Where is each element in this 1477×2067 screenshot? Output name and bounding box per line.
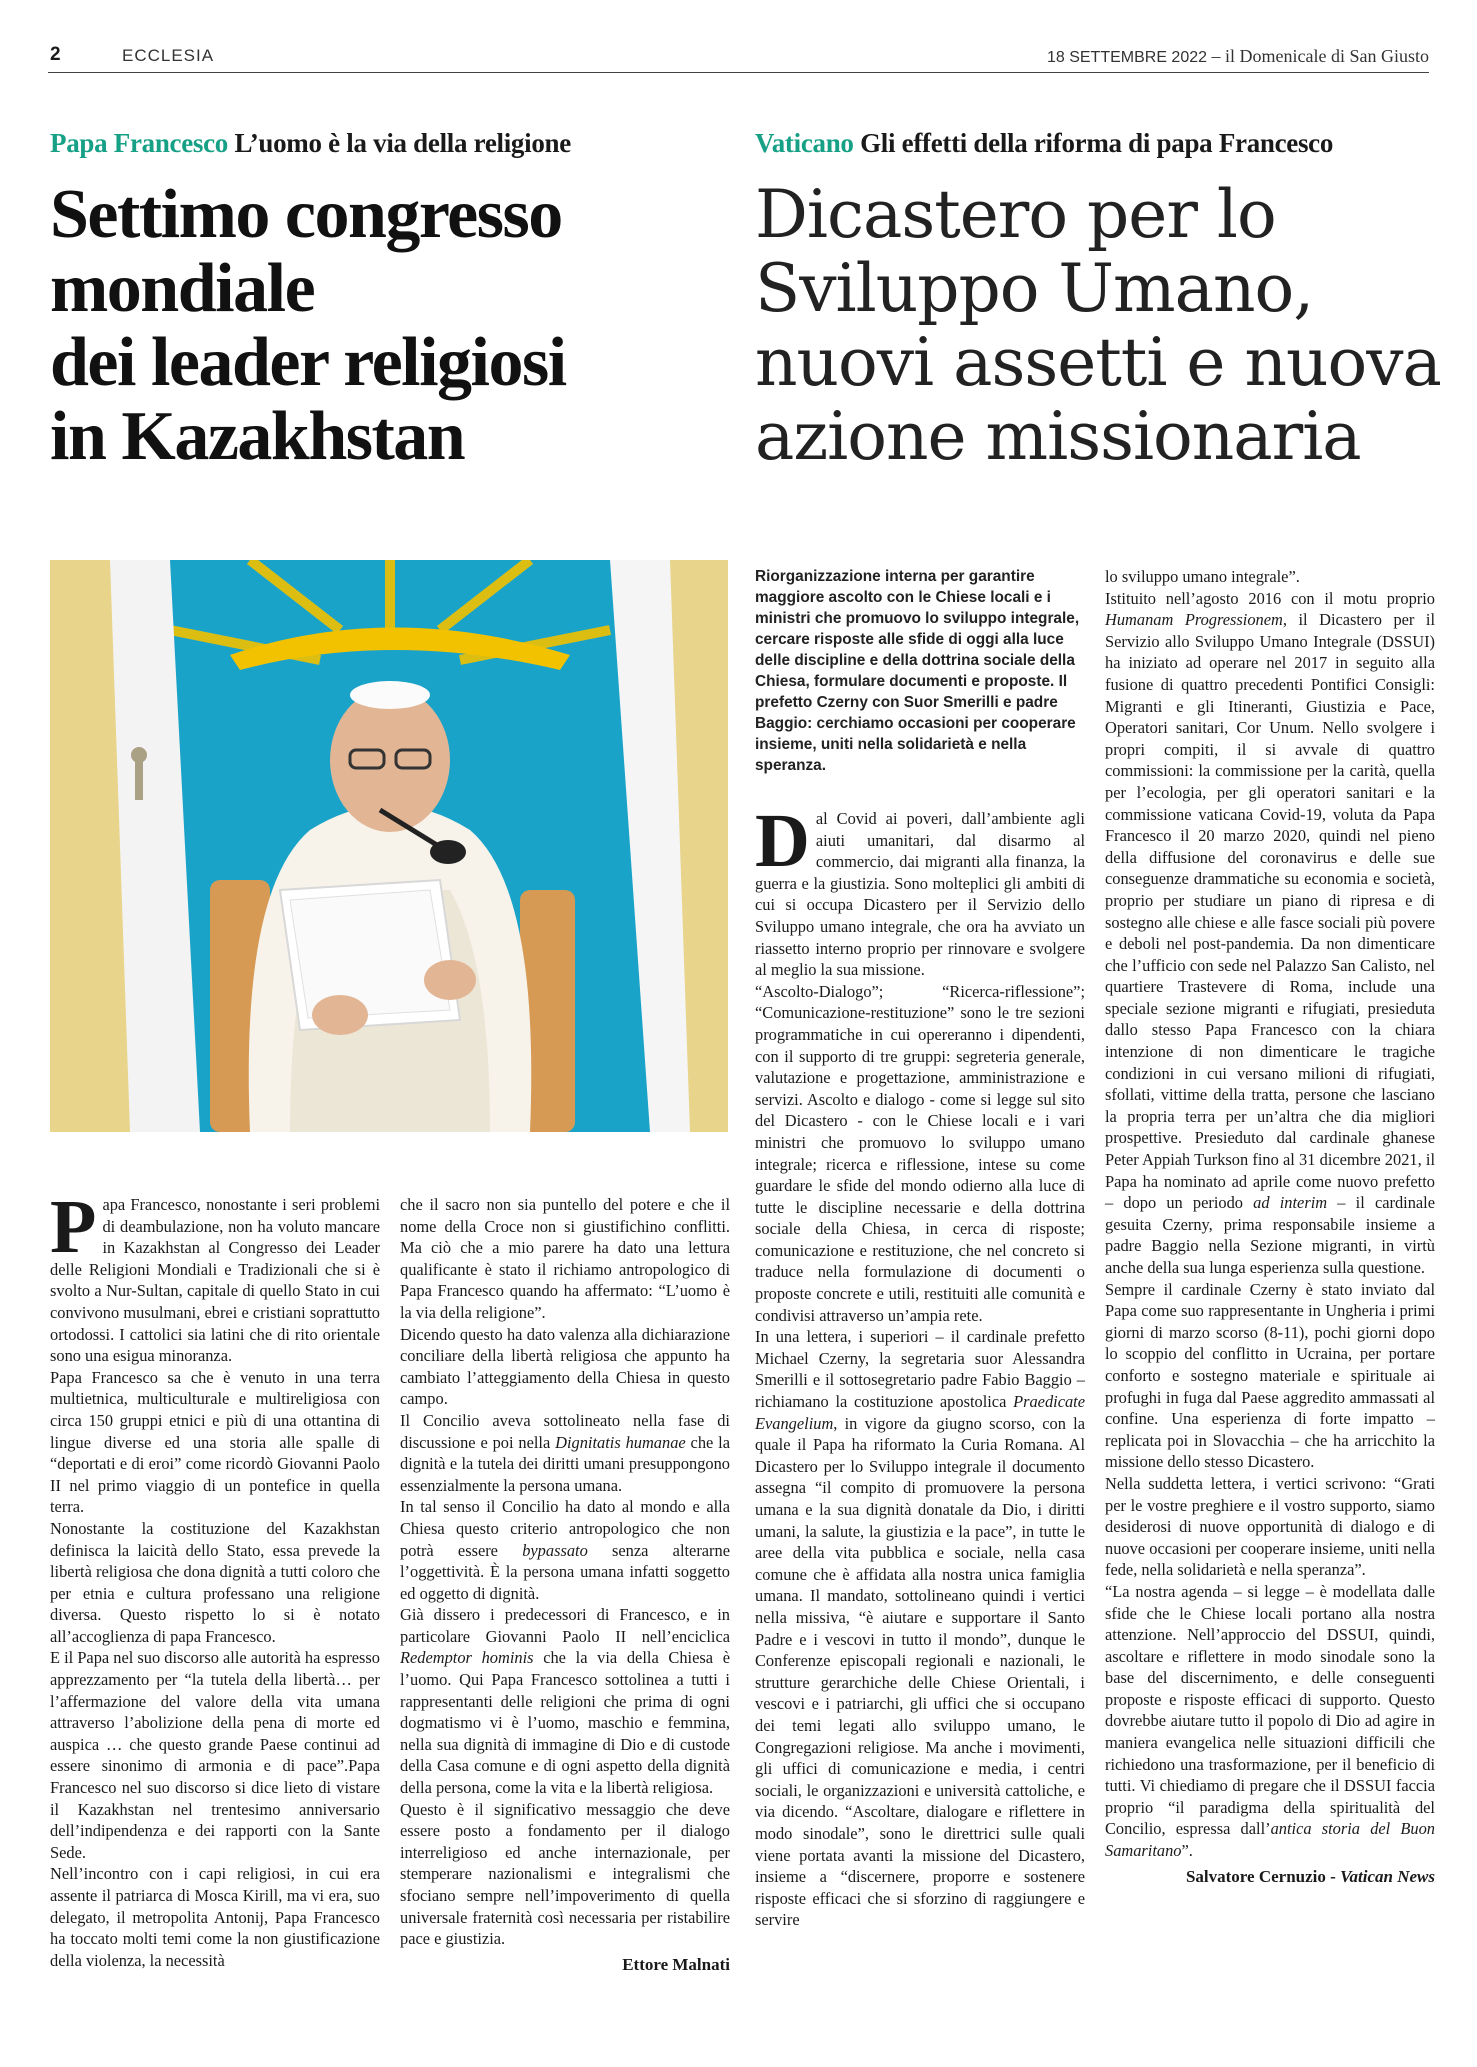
left-paragraph-text: senza alterarne l’oggettività. È la persona umana infatti soggetto ed oggetto di dignità. xyxy=(400,1540,730,1603)
left-paragraph: Questo è il significativo messaggio che deve essere posto a fondamento per il dialogo interreligioso ed anche internazionale, per stemperare nazionalismi e integralismi che sfociano sempre nell’impoverimento di quella universale fraternità così necessaria per ristabilire pace e giustizia. xyxy=(400,1799,730,1949)
italic-title: Redemptor hominis xyxy=(400,1648,534,1668)
newspaper-name: – il Domenicale di San Giusto xyxy=(1207,46,1429,66)
section-name: ECCLESIA xyxy=(122,46,215,65)
right-paragraph-text: , in vigore da giugno scorso, con la quale il Papa ha riformato la Curia Romana. Al Dicastero per lo Sviluppo integrale il documento assegna “il compito di promuovere la persona umana e la sua dignità donatale da Dio, i diritti umani, la salute, la giustizia e la pace”, in tutte le aree della vita pubblica e sociale, nella casa comune che è affidata alla nostra unica famiglia umana. Il mandato, sottolineano quindi i vertici nella missiva, “è aiutare e supportare il Santo Padre e i vescovi in tutto il mondo”, dunque le Conferenze episcopali regionali e nazionali, le strutture gerarchiche delle Chiese Orientali, i vescovi e i patriarchi, gli uffici che si occupano dei temi legati allo sviluppo umano, le Congregazioni religiose. Ma anche i movimenti, gli uffici di comunicazione e media, i centri sociali, le organizzazioni e università cattoliche, e via dicendo. “Ascoltare, dialogare e riflettere in modo sinodale”, sono le direttrici sulle quali viene portata avanti la missione del Dicastero, insieme a “discernere, proporre e sostenere risposte efficaci che si sforzino di raggiungere e servire xyxy=(755,1413,1085,1930)
left-paragraph xyxy=(400,1496,730,1604)
left-headline-line: Settimo congresso xyxy=(50,176,562,253)
left-headline xyxy=(50,178,730,474)
right-dropcap: D xyxy=(755,799,810,883)
italic-word: ad interim xyxy=(1253,1193,1328,1213)
issue-date: 18 SETTEMBRE 2022 xyxy=(1046,49,1208,66)
left-paragraph-text: Il Concilio aveva sottolineato nella fase di discussione e poi nella xyxy=(400,1410,730,1452)
left-paragraph: E il Papa nel suo discorso alle autorità ha espresso apprezzamento per “la tutela della libertà… per l’affermazione del valore della vita umana attraverso l’abolizione della pena di morte ed auspica … che questo grande Paese continui ad essere sinonimo di armonia e di pace”.Papa Francesco nel suo discorso si dice lieto di vistare il Kazakhstan nel trentesimo anniversario dell’indipendenza e dei rapporti con la Sante Sede. xyxy=(50,1648,381,1862)
italic-title: Praedicate Evangelium xyxy=(755,1392,1085,1433)
left-paragraph-text: che la dignità e la tutela dei diritti umani presuppongono essenzialmente la persona umana. xyxy=(400,1432,730,1495)
right-paragraph-text: – il cardinale gesuita Czerny, prima responsabile insieme a padre Baggio nella Sezione migranti, in virtù anche della sua lunga esperienza sulla questione. xyxy=(1105,1193,1435,1277)
right-paragraph xyxy=(1105,1581,1435,1862)
italic-title: Humanam Progressionem xyxy=(1105,610,1283,630)
right-paragraph-text: Istituito nell’agosto 2016 con il motu proprio xyxy=(1105,588,1435,608)
left-paragraph: Dicendo questo ha dato valenza alla dichiarazione conciliare della libertà religiosa che appunto ha cambiato l’atteggiamento della Chiesa in questo campo. xyxy=(400,1324,730,1409)
right-author xyxy=(1105,1866,1435,1888)
left-kicker-tag: Papa Francesco xyxy=(50,128,229,158)
right-headline xyxy=(755,178,1445,474)
right-paragraph-text: al Covid ai poveri, dall’ambiente agli aiuti umanitari, dal disarmo al commercio, dai migranti alla finanza, la guerra e la giustizia. Sono molteplici gli ambiti di cui si occupa Dicastero per il Servizio dello Sviluppo umano integrale, che ora ha avviato un riassetto interno proprio per rinnovare e svolgere al meglio la sua missione. xyxy=(755,809,1085,980)
left-article-column-2 xyxy=(400,1194,730,1975)
right-lead-paragraph: Riorganizzazione interna per garantire maggiore ascolto con le Chiese locali e i ministri che promuovo lo sviluppo integrale, cercare risposte alle sfide di oggi alla luce delle discipline e della dottrina sociale della Chiesa, formulare documenti e proposte. Il prefetto Czerny con Suor Smerilli e padre Baggio: cerchiamo occasioni per cooperare insieme, uniti nella solidarietà e nella speranza. xyxy=(755,568,1080,774)
right-author-source: Vatican News xyxy=(1340,1866,1435,1886)
left-paragraph xyxy=(400,1604,730,1798)
left-paragraph: che il sacro non sia puntello del potere e che il nome della Croce non si giustifichino conflitti. Ma ciò che a mio parere ha dato una lettura qualificante è stato il richiamo antropologico di Papa Francesco quando ha affermato: “L’uomo è la via della religione”. xyxy=(400,1195,730,1322)
left-paragraph: Papa Francesco sa che è venuto in una terra multietnica, multiculturale e multireligiosa con circa 150 gruppi etnici e più di una ottantina di lingue diverse ed una storia alle spalle di “deportati e di eroi” come ricordò Giovanni Paolo II nel primo viaggio di un pontefice in quella terra. xyxy=(50,1367,380,1517)
dateline xyxy=(1047,46,1429,67)
left-paragraph xyxy=(50,1185,380,1367)
pope-photo-illustration xyxy=(50,560,728,1132)
left-paragraph-text: che la via della Chiesa è l’uomo. Qui Papa Francesco sottolinea a tutti i rappresentanti delle religioni che prima di ogni dogmatismo vi è l’uomo, maschio e femmina, nella sua dignità di immagine di Dio e di custode della Casa comune e di ogni aspetto della dignità della persona, come la vita e la libertà religiosa. xyxy=(400,1648,730,1798)
left-dropcap: P xyxy=(50,1185,97,1269)
right-author-separator: - xyxy=(1325,1866,1341,1886)
left-paragraph-text: apa Francesco, nonostante i seri problemi di deambulazione, non ha voluto mancare in Kazakhstan al Congresso dei Leader delle Religioni Mondiali e Tradizionali che si è svolto a Nur-Sultan, capitale di quello Stato in cui convivono musulmani, ebrei e cristiani soprattutto ortodossi. I cattolici sia latini che di rito orientale sono una esigua minoranza. xyxy=(50,1195,380,1366)
right-headline-line: nuovi assetti e nuova xyxy=(755,324,1441,401)
left-paragraph xyxy=(400,1410,730,1496)
italic-title: antica storia del Buon Samaritano xyxy=(1105,1819,1436,1861)
right-paragraph xyxy=(755,799,1085,981)
left-headline-line: mondiale xyxy=(50,250,315,327)
right-kicker-tag: Vaticano xyxy=(755,128,854,158)
left-kicker-text: L’uomo è la via della religione xyxy=(228,128,571,158)
right-paragraph-text: In una lettera, i superiori – il cardinale prefetto Michael Czerny, la segretaria suor Alessandra Smerilli e il sottosegretario padre Fabio Baggio – richiamano la costituzione apostolica xyxy=(755,1327,1085,1412)
right-paragraph xyxy=(1105,588,1435,1279)
italic-title: Dignitatis humanae xyxy=(555,1432,686,1452)
right-kicker xyxy=(755,128,1333,159)
right-paragraph: Sempre il cardinale Czerny è stato inviato dal Papa come suo rappresentante in Ungheria i primi giorni di marzo scorso (8-11), pochi giorni dopo lo scoppio del conflitto in Ucraina, per portare conforto e sostegno materiale e spirituale ai profughi in fuga dal Paese aggredito ammassati al confine. Una esperienza di forte impatto – replicata poi in Slovacchia – che ha arricchito la missione dello stesso Dicastero. xyxy=(1105,1279,1435,1472)
right-paragraph: Nella suddetta lettera, i vertici scrivono: “Grati per le vostre preghiere e il vostro supporto, siamo desiderosi di nuove opportunità di dialogo e di nuove occasioni per cooperare insieme, uniti nella fede, nella solidarietà e nella speranza”. xyxy=(1105,1473,1435,1580)
right-paragraph: “Ascolto-Dialogo”; “Ricerca-riflessione”; “Comunicazione-restituzione” sono le tre sezioni programmatiche in cui opereranno i dipendenti, con il supporto di tre gruppi: segreteria generale, valutazione e progettazione, amministrazione e servizi. Ascolto e dialogo - come si legge sul sito del Dicastero - con le Chiese locali e i vari ministri che promuovo lo sviluppo umano integrale; ricerca e riflessione, intese su come guardare le sfide del mondo odierno alla luce di tutte le discipline necessarie e della dottrina sociale della Chiesa, in cerca di risposte; comunicazione e restituzione, che nel concreto si traduce nella formulazione di documenti o proposte concrete e utili, restituiti alle comunità e condivisi attraverso un’ampia rete. xyxy=(755,981,1085,1325)
right-kicker-text: Gli effetti della riforma di papa Francesco xyxy=(853,128,1334,158)
right-paragraph xyxy=(755,1326,1085,1931)
left-paragraph: Nonostante la costituzione del Kazakhstan definisca la laicità dello Stato, essa prevede la libertà religiosa che dona dignità a tutti coloro che per etnia e cultura professano una religione diversa. Questo rispetto lo si è notato all’accoglienza di papa Francesco. xyxy=(50,1518,380,1646)
left-headline-line: in Kazakhstan xyxy=(50,398,465,475)
italic-word: bypassato xyxy=(522,1540,588,1560)
right-headline-line: azione missionaria xyxy=(755,398,1361,475)
right-article-column-1 xyxy=(755,799,1085,1931)
right-paragraph: lo sviluppo umano integrale”. xyxy=(1105,567,1300,586)
left-author: Ettore Malnati xyxy=(622,1954,730,1974)
right-author-name: Salvatore Cernuzio xyxy=(1185,1866,1326,1886)
left-headline-line: dei leader religiosi xyxy=(50,324,566,401)
right-paragraph-text: , il Dicastero per il Servizio allo Sviluppo Umano Integrale (DSSUI) ha iniziato ad operare nel 2017 in seguito alla fusione di quattro precedenti Pontifici Consigli: Migranti e gli Itineranti, Giustizia e Pace, Operatori sanitari, Cor Unum. Nello svolgere i propri compiti, il si avvale di quattro commissioni: la commissione per la carità, quella per l’ecologia, per gli operatori sanitari e la commissione vaticana Covid-19, voluta da Papa Francesco il 20 marzo 2020, quindi nel pieno della diffusione del coronavirus e delle sue conseguenze drammatiche su economia e società, proprio per studiare un piano di ripresa e di sostegno alle chiese e alle fasce sociali più povere e deboli nel post-pandemia. Da non dimenticare che l’ufficio con sede nel Palazzo San Calisto, nel quartiere Trastevere di Roma, include una speciale sezione migranti e rifugiati, presieduta dallo stesso Papa Francesco con la chiara intenzione di non dimenticare le tragiche condizioni in cui versano milioni di rifugiati, sfollati, vittime della tratta, persone che lasciano la propria terra per un’altra che dia migliori prospettive. Presieduto dal cardinale ghanese Peter Appiah Turkson fino al 31 dicembre 2021, il Papa ha nominato ad aprile come nuovo prefetto – dopo un periodo xyxy=(1105,610,1436,1213)
right-article-column-2 xyxy=(1105,566,1435,1887)
header-rule xyxy=(48,72,1429,73)
pope-photo xyxy=(50,560,728,1132)
right-paragraph-text: “La nostra agenda – si legge – è modellata dalle sfide che le Chiese locali portano alla nostra attenzione. Nell’approccio del DSSUI, quindi, ascoltare e riflettere in modo sinodale sono la base del discernimento, e delle conseguenti proposte e risposte efficaci di supporto. Questo dovrebbe aiutare tutto il popolo di Dio ad agire in maniera evangelica nelle situazioni difficili che richiedono una trasformazione, per il beneficio di tutti. Vi chiediamo di pregare che il DSSUI faccia proprio “il paradigma della spiritualità del Concilio, espressa dall’ xyxy=(1105,1581,1435,1839)
page-number: 2 xyxy=(50,44,61,65)
left-kicker xyxy=(50,128,571,159)
right-headline-line: Sviluppo Umano, xyxy=(755,250,1314,327)
left-paragraph-text: In tal senso il Concilio ha dato al mondo e alla Chiesa questo criterio antropologico che non potrà essere xyxy=(400,1497,730,1560)
left-article-column-1 xyxy=(50,1185,381,1971)
right-paragraph-text: ”. xyxy=(1181,1841,1193,1861)
left-paragraph-text: Già dissero i predecessori di Francesco, e in particolare Giovanni Paolo II nell’enciclica xyxy=(400,1605,730,1646)
left-paragraph: Nell’incontro con i capi religiosi, in cui era assente il patriarca di Mosca Kirill, ma vi era, suo delegato, il metropolita Antonij, Papa Francesco ha toccato molti temi come la non giustificazione della violenza, la necessità xyxy=(50,1864,380,1970)
right-headline-line: Dicastero per lo xyxy=(755,176,1276,253)
